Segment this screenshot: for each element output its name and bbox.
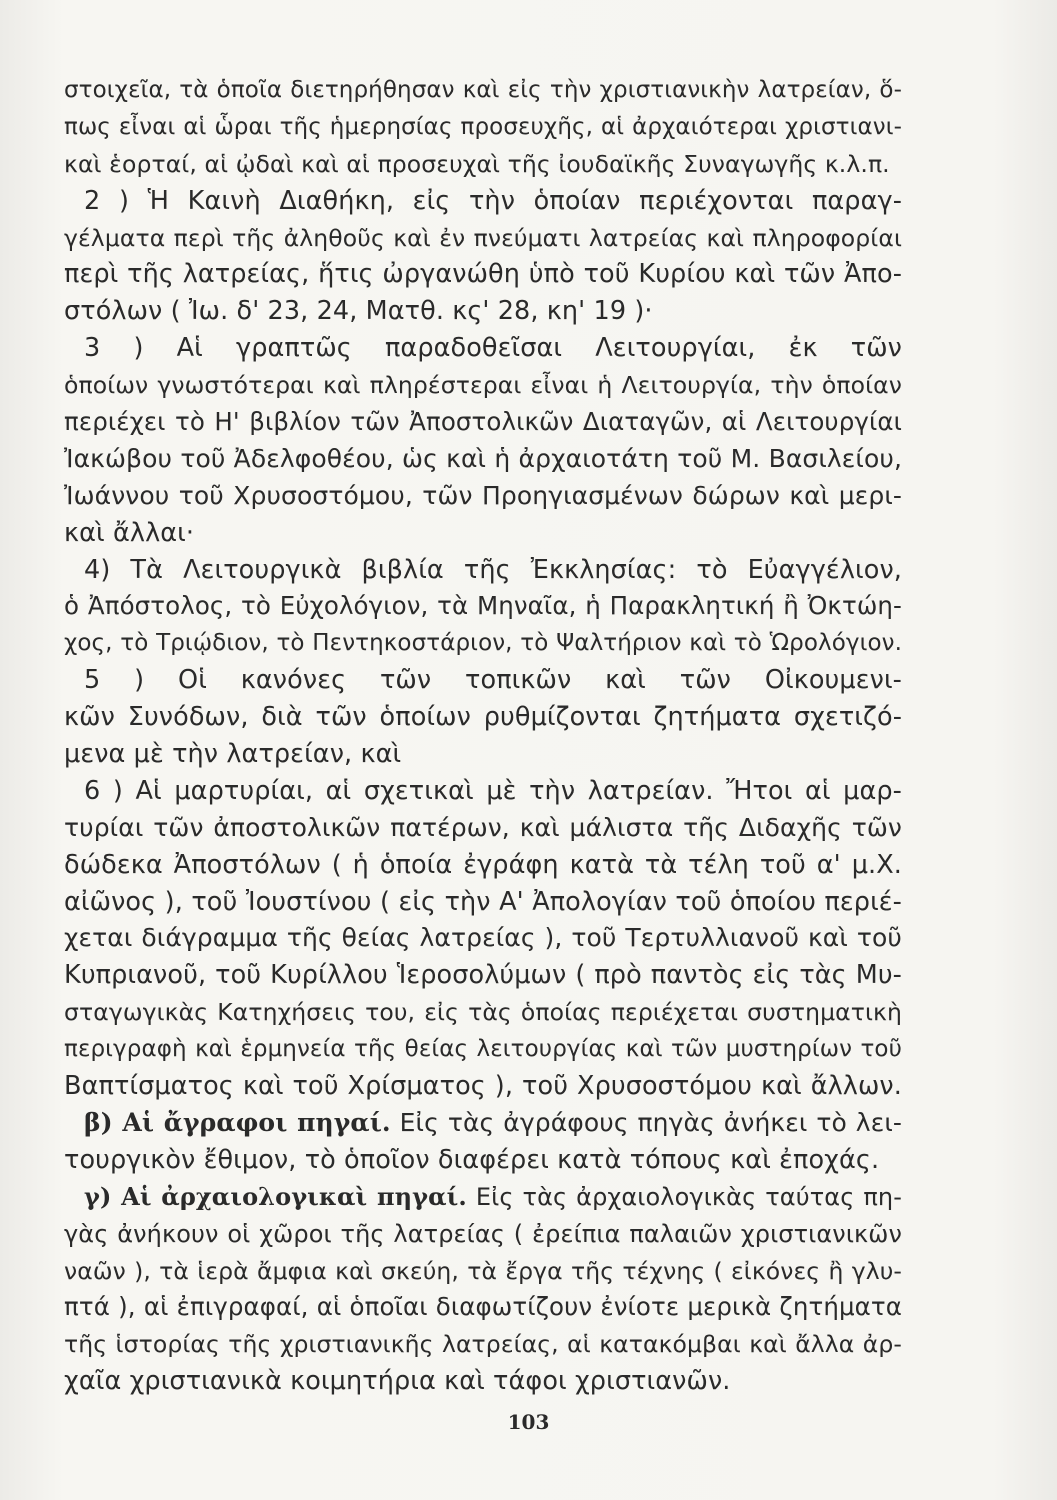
text-line: περιγραφὴ καὶ ἑρμηνεία τῆς θείας λειτουργίας καὶ τῶν μυστηρίων τοῦ [64, 1036, 902, 1063]
text-line: πως εἶναι αἱ ὧραι τῆς ἡμερησίας προσευχῆς, αἱ ἀρχαιότεραι χριστιανι- [64, 113, 902, 140]
text-line: ὁ Ἀπόστολος, τὸ Εὐχολόγιον, τὰ Μηναῖα, ἡ Παρακλητική ἢ Ὀκτώη- [64, 591, 902, 621]
text-line: στόλων ( Ἰω. δ' 23, 24, Ματθ. κς' 28, κη' 19 )· [64, 296, 653, 327]
text-line: πτά ), αἱ ἐπιγραφαί, αἱ ὁποῖαι διαφωτίζουν ἐνίοτε μερικὰ ζητήματα [64, 1292, 902, 1322]
text-line: ναῶν ), τὰ ἱερὰ ἄμφια καὶ σκεύη, τὰ ἔργα τῆς τέχνης ( εἰκόνες ἢ γλυ- [64, 1256, 902, 1285]
text-span: Εἰς τὰς ἀγράφους πηγὰς ἀνήκει τὸ λει- [399, 1107, 902, 1137]
text-line: καὶ ἑορταί, αἱ ᾠδαὶ καὶ αἱ προσευχαὶ τῆς ἰουδαϊκῆς Συναγωγῆς κ.λ.π. [64, 149, 890, 178]
text-line: ὁποίων γνωστότεραι καὶ πληρέστεραι εἶναι ἡ Λειτουργία, τὴν ὁποίαν [64, 371, 902, 400]
body-text [64, 72, 902, 1400]
text-line: κῶν Συνόδων, διὰ τῶν ὁποίων ρυθμίζονται ζητήματα σχετιζό- [64, 702, 902, 733]
text-line: αἰῶνος ), τοῦ Ἰουστίνου ( εἰς τὴν Α' Ἀπολογίαν τοῦ ὁποίου περιέ- [64, 886, 902, 917]
text-line: τυρίαι τῶν ἀποστολικῶν πατέρων, καὶ μάλιστα τῆς Διδαχῆς τῶν [64, 812, 902, 842]
text-line: 5 ) Οἱ κανόνες τῶν τοπικῶν καὶ τῶν Οἰκουμενι- [84, 665, 902, 696]
text-line: γέλματα περὶ τῆς ἀληθοῦς καὶ ἐν πνεύματι λατρείας καὶ πληροφορίαι [64, 223, 902, 252]
text-line: Ἰακώβου τοῦ Ἀδελφοθέου, ὡς καὶ ἡ ἀρχαιοτάτη τοῦ Μ. Βασιλείου, [64, 443, 902, 473]
text-line: Βαπτίσματος καὶ τοῦ Χρίσματος ), τοῦ Χρυσοστόμου καὶ ἄλλων. [64, 1071, 902, 1102]
text-line: 3 ) Αἱ γραπτῶς παραδοθεῖσαι Λειτουργίαι, ἐκ τῶν [84, 333, 902, 364]
text-line: χος, τὸ Τριῴδιον, τὸ Πεντηκοστάριον, τὸ Ψαλτήριον καὶ τὸ Ὡρολόγιον. [64, 630, 902, 657]
text-line: Ἰωάννου τοῦ Χρυσοστόμου, τῶν Προηγιασμένων δώρων καὶ μερι- [64, 480, 902, 510]
text-line: 6 ) Αἱ μαρτυρίαι, αἱ σχετικαὶ μὲ τὴν λατρείαν. Ἤτοι αἱ μαρ- [84, 775, 902, 806]
text-line: Κυπριανοῦ, τοῦ Κυρίλλου Ἱεροσολύμων ( πρὸ παντὸς εἰς τὰς Μυ- [64, 960, 902, 991]
text-line: χεται διάγραμμα τῆς θείας λατρείας ), τοῦ Τερτυλλιανοῦ καὶ τοῦ [64, 923, 902, 953]
section-heading-beta: β) Αἱ ἄγραφοι πηγαί. [84, 1107, 391, 1137]
text-span: Εἰς τὰς ἀρχαιολογικὰς ταύτας πη- [475, 1182, 902, 1211]
section-heading-gamma: γ) Αἱ ἀρχαιολογικαὶ πηγαί. [84, 1181, 467, 1211]
text-line: καὶ ἄλλαι· [64, 517, 195, 548]
section-beta-line [64, 1105, 902, 1142]
page-number: 103 [507, 1410, 550, 1434]
text-line: δώδεκα Ἀποστόλων ( ἡ ὁποία ἐγράφη κατὰ τὰ τέλη τοῦ α' μ.Χ. [64, 849, 902, 880]
text-line: τουργικὸν ἔθιμον, τὸ ὁποῖον διαφέρει κατὰ τόπους καὶ ἐποχάς. [64, 1144, 880, 1175]
text-line: 2 ) Ἡ Καινὴ Διαθήκη, εἰς τὴν ὁποίαν περιέχονται παραγ- [84, 185, 902, 216]
text-line: περιέχει τὸ Η' βιβλίον τῶν Ἀποστολικῶν Διαταγῶν, αἱ Λειτουργίαι [64, 407, 902, 437]
text-line: 4) Τὰ Λειτουργικὰ βιβλία τῆς Ἐκκλησίας: τὸ Εὐαγγέλιον, [84, 554, 902, 585]
text-line: σταγωγικὰς Κατηχήσεις του, εἰς τὰς ὁποίας περιέχεται συστηματικὴ [64, 998, 902, 1027]
text-line: γὰς ἀνήκουν οἱ χῶροι τῆς λατρείας ( ἐρείπια παλαιῶν χριστιανικῶν [64, 1219, 902, 1248]
text-line: τῆς ἱστορίας τῆς χριστιανικῆς λατρείας, αἱ κατακόμβαι καὶ ἄλλα ἀρ- [64, 1330, 902, 1359]
text-line: μενα μὲ τὴν λατρείαν, καὶ [64, 739, 402, 770]
text-line: περὶ τῆς λατρείας, ἥτις ὠργανώθη ὑπὸ τοῦ Κυρίου καὶ τῶν Ἀπο- [64, 259, 902, 290]
text-line: χαῖα χριστιανικὰ κοιμητήρια καὶ τάφοι χριστιανῶν. [64, 1366, 731, 1397]
text-line: στοιχεῖα, τὰ ὁποῖα διετηρήθησαν καὶ εἰς τὴν χριστιανικὴν λατρείαν, ὅ- [64, 77, 902, 103]
section-gamma-line [64, 1179, 902, 1216]
